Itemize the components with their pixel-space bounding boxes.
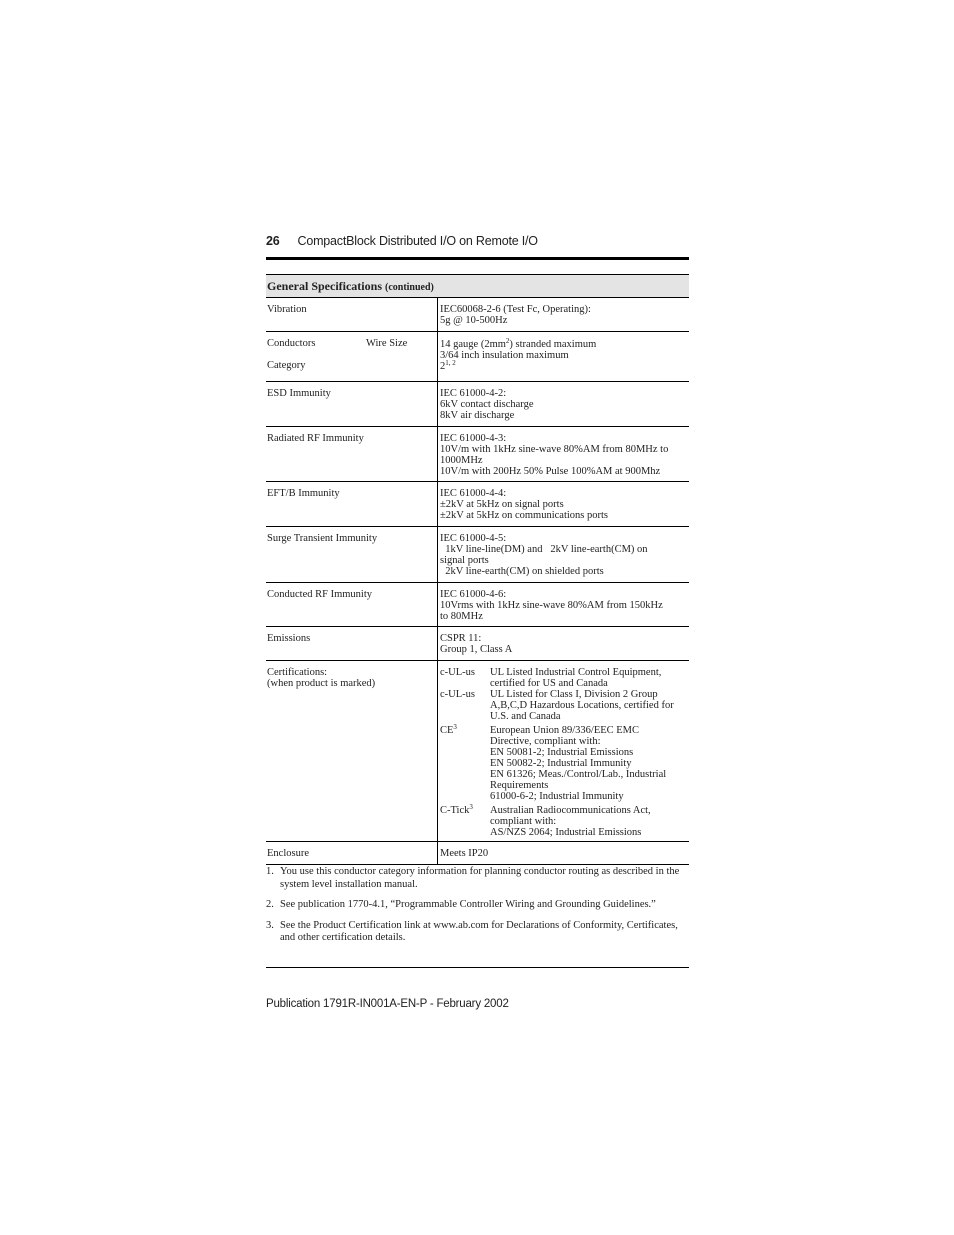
table-row	[266, 382, 689, 427]
value-line: 8kV air discharge	[440, 410, 515, 421]
conductors-label: Conductors	[267, 338, 316, 349]
certification-mark: c-UL-us	[440, 689, 475, 700]
value-line: 10V/m with 1kHz sine-wave 80%AM from 80MHz to	[440, 444, 669, 455]
table-row	[266, 427, 689, 482]
page-header	[266, 234, 689, 248]
row-value	[438, 427, 689, 481]
value-line: 10Vrms with 1kHz sine-wave 80%AM from 150kHz	[440, 600, 663, 611]
table-row	[266, 627, 689, 661]
table-row	[266, 298, 689, 332]
row-label: Emissions	[266, 627, 438, 660]
insulation-value: 3/64 inch insulation maximum	[440, 350, 569, 361]
value-line: 2kV line-earth(CM) on shielded ports	[440, 566, 604, 577]
value-line: IEC 61000-4-2:	[440, 388, 507, 399]
row-label: EFT/B Immunity	[266, 482, 438, 526]
value-line: Group 1, Class A	[440, 644, 513, 655]
footnote-number: 2.	[266, 899, 274, 910]
value-line: to 80MHz	[440, 611, 483, 622]
value-line: 6kV contact discharge	[440, 399, 534, 410]
row-label: Conducted RF Immunity	[266, 583, 438, 626]
wire-size-label: Wire Size	[366, 338, 408, 349]
value-line: IEC60068-2-6 (Test Fc, Operating):	[440, 304, 591, 315]
category-value: 2$^{1, 2}$	[440, 359, 456, 372]
table-row	[266, 842, 689, 865]
row-label: Enclosure	[266, 842, 438, 864]
value-line: 1000MHz	[440, 455, 483, 466]
footnote	[266, 920, 689, 945]
wire-size-value: 14 gauge $(2mm^2)$ stranded maximum	[440, 337, 597, 350]
page-header-title: CompactBlock Distributed I/O on Remote I/O	[297, 234, 538, 248]
certification-item	[440, 689, 689, 722]
certification-mark: c-UL-us	[440, 667, 475, 678]
footnote-text: See publication 1770-4.1, “Programmable Controller Wiring and Grounding Guidelines.”	[280, 899, 656, 910]
certification-item	[440, 667, 689, 689]
certification-item	[440, 725, 689, 802]
value-line: 5g @ 10-500Hz	[440, 315, 508, 326]
footnotes-rule	[266, 967, 689, 968]
value-line: IEC 61000-4-4:	[440, 488, 507, 499]
certifications-label: Certifications:	[267, 667, 328, 678]
row-label: Radiated RF Immunity	[266, 427, 438, 481]
table-row	[266, 583, 689, 627]
footnote	[266, 899, 689, 912]
value-line: ±2kV at 5kHz on communications ports	[440, 510, 609, 521]
row-value	[438, 482, 689, 526]
value-line: 10V/m with 200Hz 50% Pulse 100%AM at 900Mhz	[440, 466, 661, 477]
table-row-certifications	[266, 661, 689, 842]
header-rule	[266, 257, 689, 260]
row-value	[438, 527, 689, 582]
row-value	[438, 842, 689, 864]
table-title-suffix: (continued)	[384, 282, 434, 293]
footnote-number: 1.	[266, 866, 274, 877]
table-row-conductors	[266, 332, 689, 382]
footnote-number: 3.	[266, 919, 274, 931]
value-line: IEC 61000-4-5:	[440, 533, 507, 544]
footnotes	[266, 866, 689, 953]
value-line: Meets IP20	[440, 848, 489, 859]
table-title-text: General Specifications	[267, 279, 382, 293]
row-label: ESD Immunity	[266, 382, 438, 426]
certification-description: UL Listed for Class I, Division 2 Group A,B,C,D Hazardous Locations, certified for U.S. and Canada	[490, 689, 674, 722]
table-row	[266, 482, 689, 527]
footnote-text: You use this conductor category information for planning conductor routing as described in the system level installation manual.	[280, 866, 680, 890]
row-label: Vibration	[266, 298, 438, 331]
row-value	[438, 298, 689, 331]
certifications-sublabel: (when product is marked)	[267, 678, 376, 689]
table-title	[266, 275, 689, 298]
value-line: ±2kV at 5kHz on signal ports	[440, 499, 564, 510]
certification-mark: C-Tick$^3$	[440, 803, 473, 816]
publication-footer: Publication 1791R-IN001A-EN-P - February 2002	[266, 998, 509, 1010]
table-row	[266, 527, 689, 583]
page-number: 26	[266, 234, 280, 248]
row-label: Surge Transient Immunity	[266, 527, 438, 582]
certification-item	[440, 805, 689, 838]
category-label: Category	[267, 360, 306, 371]
value-line: IEC 61000-4-3:	[440, 433, 507, 444]
value-line: IEC 61000-4-6:	[440, 589, 507, 600]
row-value	[438, 627, 689, 660]
footnote	[266, 866, 689, 891]
row-label-cell	[266, 332, 438, 381]
row-label-cell	[266, 661, 438, 841]
certification-description: European Union 89/336/EEC EMC Directive, compliant with: EN 50081-2; Industrial Emissions EN 50082-2; Industrial Immunity EN 61326; Meas./Control/Lab., Industrial Requirements 61000-6-2; Industrial Immunity	[490, 725, 667, 802]
certification-description: UL Listed Industrial Control Equipment, certified for US and Canada	[490, 667, 662, 689]
row-value	[438, 583, 689, 626]
row-value	[438, 661, 689, 841]
row-value	[438, 332, 689, 381]
value-line: signal ports	[440, 555, 489, 566]
row-value	[438, 382, 689, 426]
certification-description: Australian Radiocommunications Act, compliant with: AS/NZS 2064; Industrial Emissions	[490, 805, 651, 838]
value-line: CSPR 11:	[440, 633, 482, 644]
certification-mark: $CE^3$	[440, 723, 457, 736]
footnote-text: See the Product Certification link at www.ab.com for Declarations of Conformity, Certificates, and other certification details.	[280, 919, 678, 943]
value-line: 1kV line-line(DM) and 2kV line-earth(CM) on	[440, 544, 648, 555]
specifications-table	[266, 274, 689, 865]
